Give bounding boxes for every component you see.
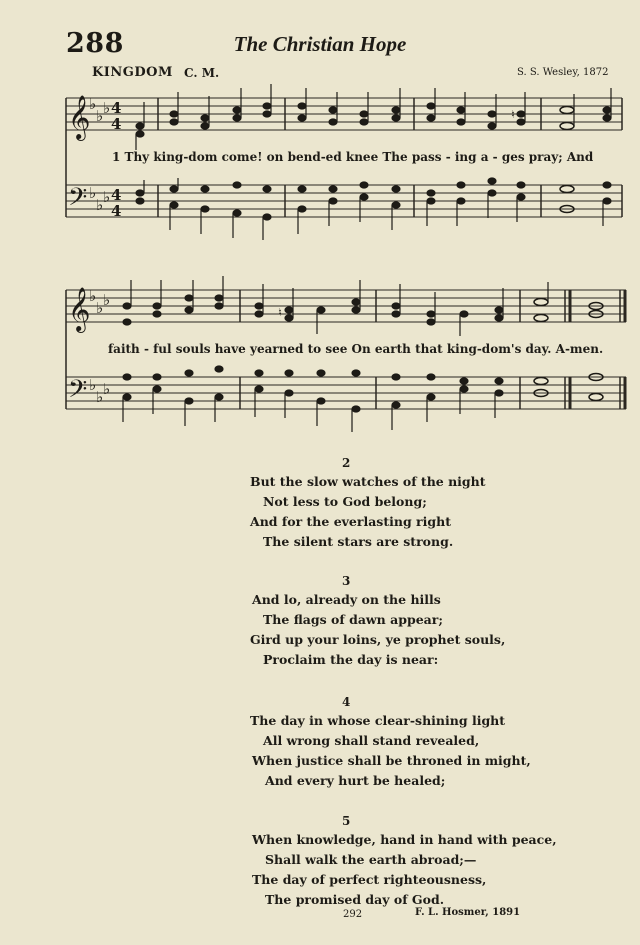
svg-text:4: 4	[111, 186, 122, 204]
stanza-line: And lo, already on the hills	[252, 592, 441, 607]
svg-text:♭: ♭	[89, 184, 97, 202]
stanza-line: Not less to God belong;	[263, 494, 427, 509]
stanza-line: And for the everlasting right	[250, 514, 451, 529]
stanza-line: Proclaim the day is near:	[263, 652, 439, 667]
lyrics-line-1: 1 Thy king-dom come! on bend-ed knee The pass - ing a - ges pray; And	[112, 150, 594, 164]
lyrics-line-2: faith - ful souls have yearned to see On earth that king-dom's day. A-men.	[108, 342, 604, 356]
svg-text:𝄢: 𝄢	[68, 375, 88, 410]
stanza-number: 3	[342, 574, 351, 588]
svg-text:4: 4	[111, 115, 122, 133]
svg-text:♭: ♭	[96, 196, 104, 214]
svg-text:♭: ♭	[89, 287, 97, 305]
page-number: 292	[343, 909, 363, 920]
svg-text:♮: ♮	[511, 108, 515, 121]
stanza-line: When knowledge, hand in hand with peace,	[252, 832, 557, 847]
stanza-line: The promised day of God.	[265, 892, 445, 907]
stanza-line: All wrong shall stand revealed,	[263, 733, 480, 748]
svg-text:♭: ♭	[89, 376, 97, 394]
svg-text:𝄞: 𝄞	[68, 95, 91, 139]
svg-text:♭: ♭	[103, 380, 111, 398]
svg-text:♭: ♭	[103, 99, 111, 117]
stanza-line: The silent stars are strong.	[263, 534, 454, 549]
meter: C. M.	[184, 66, 220, 80]
stanza-number: 2	[342, 456, 351, 470]
stanza-line: Shall walk the earth abroad;—	[265, 852, 477, 867]
svg-text:♭: ♭	[89, 95, 97, 113]
tune-name: KINGDOM	[92, 65, 173, 80]
stanza-line: The day in whose clear-shining light	[250, 713, 506, 728]
stanza-line: The flags of dawn appear;	[263, 612, 443, 627]
stanza-line: The day of perfect righteousness,	[252, 872, 487, 887]
svg-text:♭: ♭	[103, 188, 111, 206]
stanza-line: When justice shall be throned in might,	[252, 753, 531, 768]
svg-text:♭: ♭	[96, 107, 104, 125]
composer-credit: S. S. Wesley, 1872	[517, 67, 609, 78]
stanza-line: And every hurt be healed;	[265, 773, 446, 788]
stanza-line: Gird up your loins, ye prophet souls,	[250, 632, 506, 647]
hymn-number: 288	[66, 28, 124, 59]
svg-text:𝄞: 𝄞	[68, 287, 91, 331]
svg-text:𝄢: 𝄢	[68, 183, 88, 218]
stanza-number: 5	[342, 814, 351, 828]
stanza-line: But the slow watches of the night	[250, 474, 486, 489]
svg-text:4: 4	[111, 99, 122, 117]
svg-text:4: 4	[111, 202, 122, 220]
svg-text:♭: ♭	[96, 299, 104, 317]
music-system-1	[0, 80, 640, 250]
svg-text:♮: ♮	[278, 306, 282, 319]
svg-text:♭: ♭	[96, 388, 104, 406]
section-title: The Christian Hope	[233, 32, 407, 56]
stanza-number: 4	[342, 695, 351, 709]
author-credit: F. L. Hosmer, 1891	[415, 907, 521, 918]
svg-text:♭: ♭	[103, 291, 111, 309]
